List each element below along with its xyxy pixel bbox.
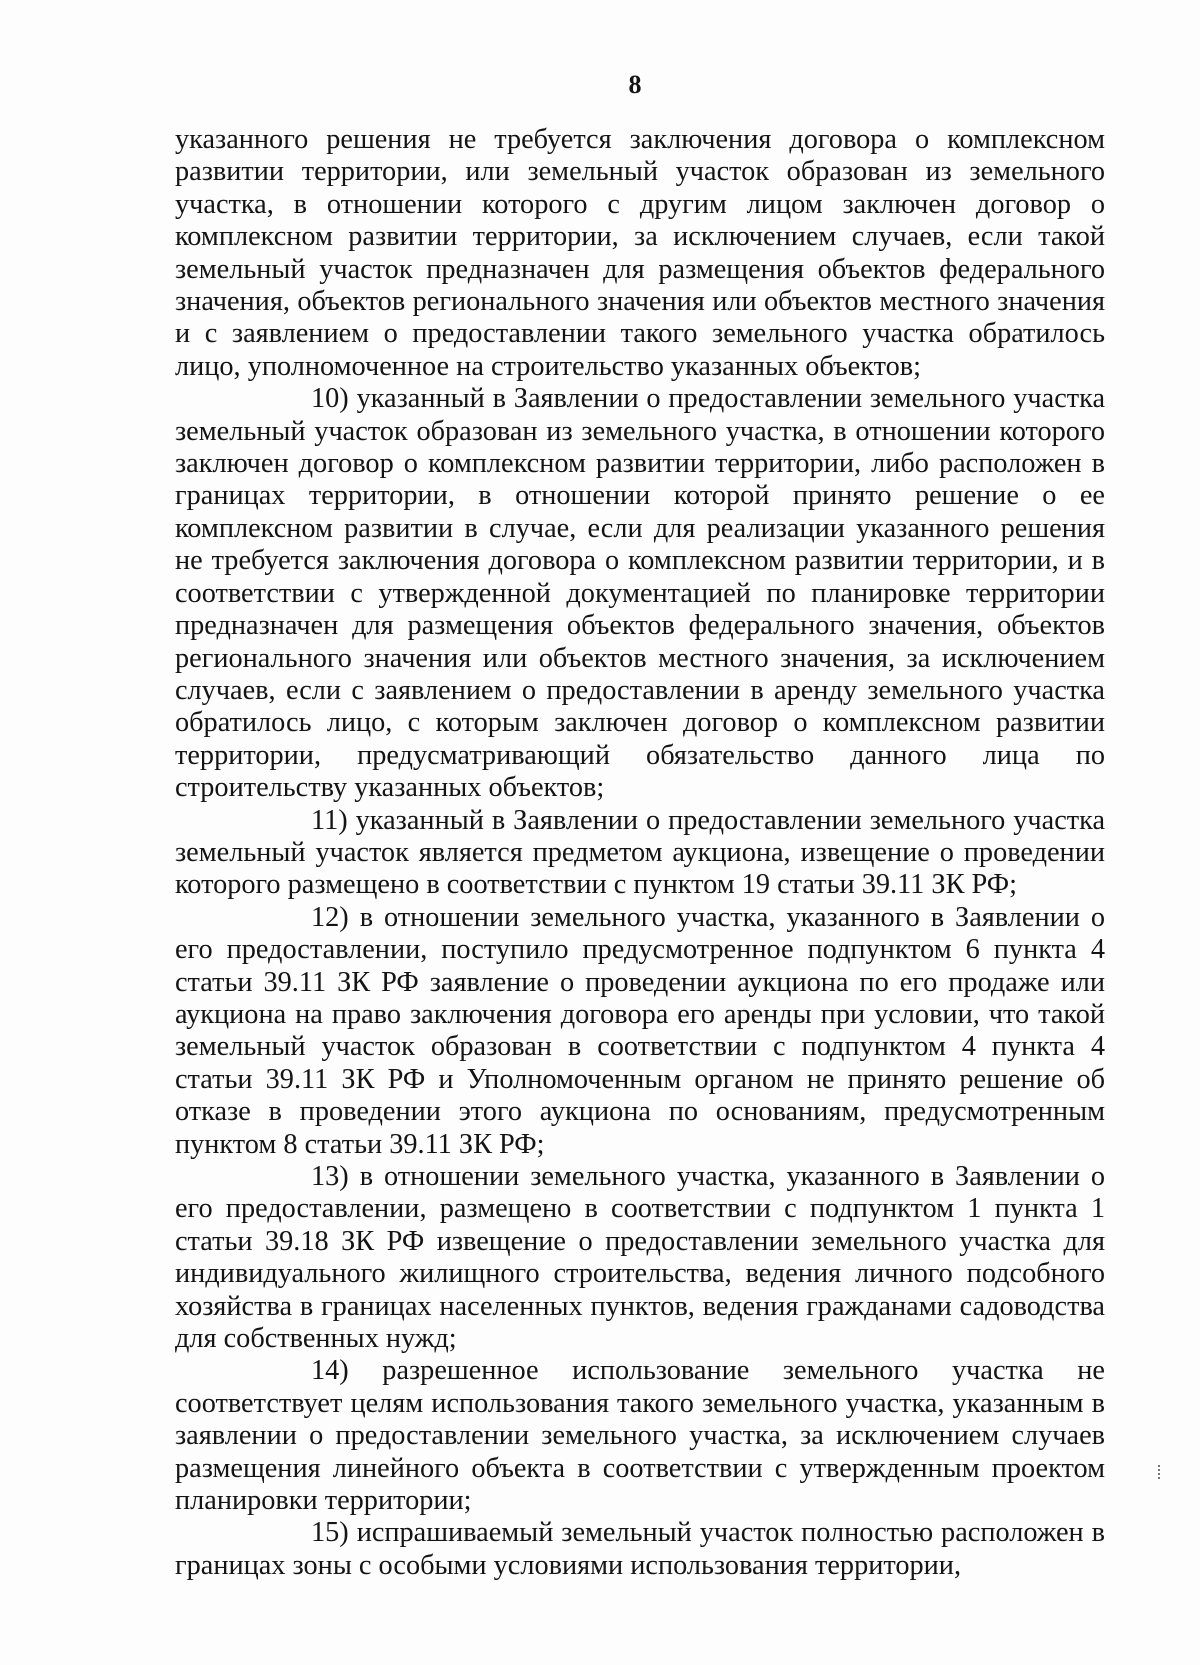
list-item-text: в отношении земельного участка, указанного в Заявлении о его предоставлении, поступило предусмотренное подпунктом 6 пункта 4 статьи 39.11 ЗК РФ заявление о проведении аукциона по его продаже или аукциона на право заключения договора его аренды при условии, что такой земельный участок образован в соответствии с подпунктом 4 пункта 4 статьи 39.11 ЗК РФ и Уполномоченным органом не принято решение об отказе в проведении этого аукциона по основаниям, предусмотренным пунктом 8 статьи 39.11 ЗК РФ; bbox=[175, 901, 1105, 1160]
list-item-text: указанный в Заявлении о предоставлении земельного участка земельный участок является предметом аукциона, извещение о проведении которого размещено в соответствии с пунктом 19 статьи 39.11 ЗК РФ; bbox=[175, 804, 1106, 901]
list-item bbox=[175, 383, 1105, 804]
list-item bbox=[175, 1355, 1105, 1517]
list-item-text: в отношении земельного участка, указанного в Заявлении о его предоставлении, размещено в соответствии с подпунктом 1 пункта 1 статьи 39.18 ЗК РФ извещение о предоставлении земельного участка для индивидуального жилищного строительства, ведения личного подсобного хозяйства в границах населенных пунктов, ведения гражданами садоводства для собственных нужд; bbox=[175, 1161, 1105, 1355]
paragraph-continuation bbox=[175, 124, 1105, 383]
list-item-number: 11) bbox=[311, 804, 348, 836]
list-item bbox=[175, 902, 1105, 1161]
list-item-number: 13) bbox=[311, 1161, 349, 1192]
list-item-number: 15) bbox=[311, 1517, 349, 1549]
list-item bbox=[175, 1517, 1105, 1582]
paragraph-text: указанного решения не требуется заключения договора о комплексном развитии территории, или земельный участок образован из земельного участка, в отношении которого с другим лицом заключен договор о комплексном развитии территории, за исключением случаев, если такой земельный участок предназначен для размещения объектов федерального значения, объектов регионального значения или объектов местного значения и с заявлением о предоставлении такого земельного участка обратилось лицо, уполномоченное на строительство указанных объектов; bbox=[175, 124, 1105, 382]
list-item-text: испрашиваемый земельный участок полностью расположен в границах зоны с особыми условиями использования территории, bbox=[175, 1517, 1105, 1581]
list-item-number: 14) bbox=[311, 1355, 349, 1387]
list-item-number: 10) bbox=[311, 383, 349, 415]
list-item-number: 12) bbox=[311, 901, 349, 933]
list-item bbox=[175, 805, 1105, 902]
list-item-text: указанный в Заявлении о предоставлении земельного участка земельный участок образован из земельного участка, в отношении которого заключен договор о комплексном развитии территории, либо расположен в границах территории, в отношении которой принято решение о ее комплексном развитии в случае, если для реализации указанного решения не требуется заключения договора о комплексном развитии территории, и в соответствии с утвержденной документацией по планировке территории предназначен для размещения объектов федерального значения, объектов регионального значения или объектов местного значения, за исключением случаев, если с заявлением о предоставлении в аренду земельного участка обратилось лицо, с которым заключен договор о комплексном развитии территории, предусматривающий обязательство данного лица по строительству указанных объектов; bbox=[175, 383, 1106, 804]
scan-artifact bbox=[1158, 1465, 1164, 1479]
document-body bbox=[175, 124, 1105, 1582]
list-item bbox=[175, 1161, 1105, 1355]
page-number: 8 bbox=[628, 70, 642, 99]
list-item-text: разрешенное использование земельного участка не соответствует целям использования такого земельного участка, указанным в заявлении о предоставлении земельного участка, за исключением случаев размещения линейного объекта в соответствии с утвержденным проектом планировки территории; bbox=[175, 1355, 1105, 1517]
